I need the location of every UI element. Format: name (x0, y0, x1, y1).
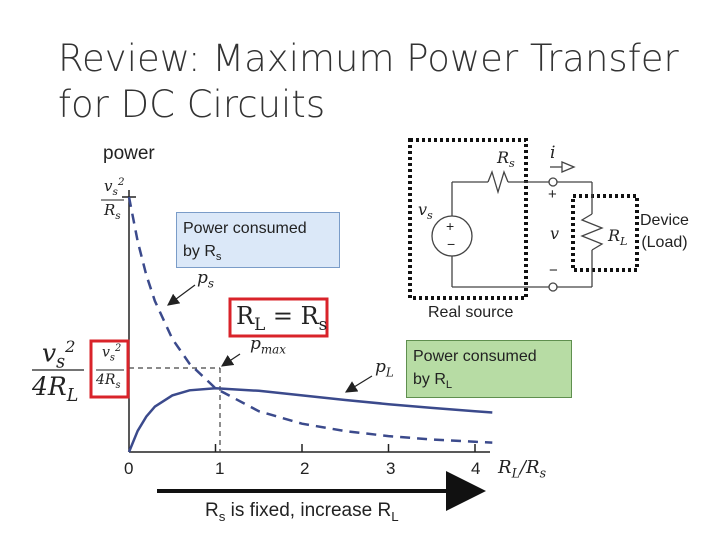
y-top-numerator: $v_s^2$ (104, 176, 125, 198)
current-label: i (550, 143, 556, 163)
x-axis-label: $R_L/R_s$ (498, 457, 547, 481)
power-rl-line1: Power consumed (413, 348, 537, 365)
real-source-label: Real source (428, 304, 514, 321)
x-ticks (216, 444, 476, 452)
source-plus: + (446, 218, 455, 234)
pmax-arrow (222, 354, 240, 366)
pl-arrow (346, 376, 372, 392)
big-fraction-numerator: $v_s^2$ (42, 337, 76, 373)
pl-label: $p_L$ (375, 357, 394, 380)
power-rs-box (176, 212, 340, 268)
y-mid-denominator: $4R_s$ (96, 372, 121, 391)
ps-arrow (168, 285, 195, 305)
x-tick-label-2: 2 (300, 459, 310, 478)
x-tick-label-0: 0 (124, 459, 134, 478)
vs-label: $v_s$ (418, 200, 433, 223)
big-fraction-denominator: $4R_L$ (32, 372, 79, 406)
rl-equals-rs: $R_L = R_s$ (236, 302, 328, 334)
title-line-1: Review: Maximum Power Transfer (58, 37, 679, 80)
ps-label: $p_s$ (197, 268, 214, 291)
y-mid-numerator: $v_s^2$ (102, 343, 122, 364)
source-minus: − (447, 236, 456, 252)
x-tick-label-3: 3 (386, 459, 396, 478)
pmax-label: $p_{max}$ (250, 334, 286, 357)
device-label-line1: Device (640, 212, 689, 229)
x-tick-label-1: 1 (215, 459, 225, 478)
power-rs-line2: by $R_s$ (183, 243, 222, 264)
load-plus: + (548, 186, 557, 203)
device-label (640, 210, 689, 254)
bottom-caption: $R_s$ is fixed, increase $R_L$ (205, 500, 399, 524)
device-label-line2: (Load) (641, 234, 688, 251)
rs-circuit-label: $R_s$ (497, 148, 515, 171)
y-top-denominator: $R_s$ (104, 201, 121, 222)
power-axis-label: power (103, 143, 155, 164)
power-rl-box (406, 340, 572, 398)
rl-circuit-label: $R_L$ (608, 226, 628, 249)
x-tick-label-4: 4 (471, 459, 481, 478)
v-label: v (550, 224, 560, 243)
load-minus: − (549, 262, 558, 279)
power-rs-line1: Power consumed (183, 220, 307, 237)
power-rl-line2: by $R_L$ (413, 371, 453, 392)
title-line-2: for DC Circuits (58, 83, 326, 126)
